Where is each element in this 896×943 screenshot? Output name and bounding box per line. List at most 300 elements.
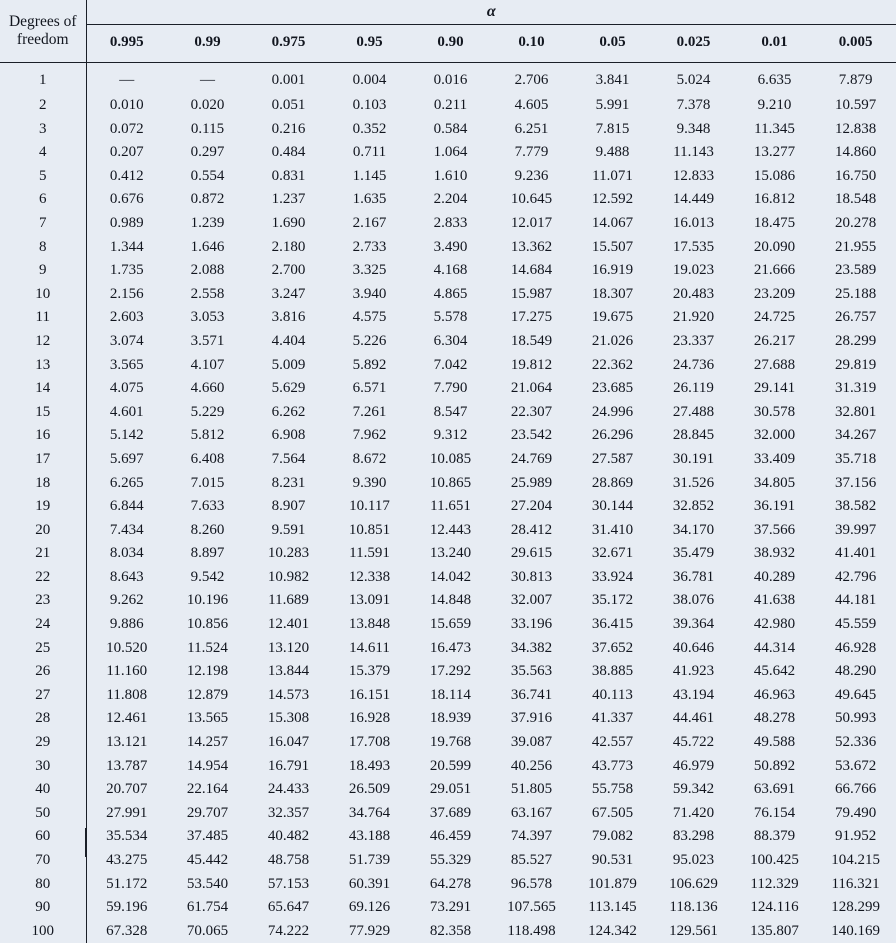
table-cell: 22.307 <box>491 401 572 425</box>
alpha-symbol-cell <box>86 0 896 25</box>
table-cell: 118.498 <box>491 920 572 943</box>
column-header-010: 0.10 <box>491 25 572 63</box>
table-row <box>0 637 896 661</box>
table-cell: 6.251 <box>491 118 572 142</box>
row-header-df: 100 <box>0 920 86 943</box>
table-cell: 9.542 <box>167 566 248 590</box>
table-cell: 4.107 <box>167 354 248 378</box>
table-cell: 7.261 <box>329 401 410 425</box>
row-header-df: 28 <box>0 707 86 731</box>
df-header-line1: Degrees of <box>9 13 77 30</box>
table-cell: 55.758 <box>572 778 653 802</box>
table-cell: 11.591 <box>329 542 410 566</box>
table-cell: 82.358 <box>410 920 491 943</box>
table-cell: 11.071 <box>572 165 653 189</box>
probability-header-row <box>0 25 896 63</box>
table-cell: 20.599 <box>410 755 491 779</box>
table-cell: 32.852 <box>653 495 734 519</box>
table-cell: 36.415 <box>572 613 653 637</box>
table-cell: 41.337 <box>572 707 653 731</box>
table-row <box>0 94 896 118</box>
table-cell: 53.540 <box>167 873 248 897</box>
table-cell: 13.362 <box>491 236 572 260</box>
table-cell: 9.312 <box>410 424 491 448</box>
table-cell: 21.026 <box>572 330 653 354</box>
table-cell: 140.169 <box>815 920 896 943</box>
table-cell: 20.707 <box>86 778 167 802</box>
table-cell: 7.378 <box>653 94 734 118</box>
table-cell: 23.589 <box>815 259 896 283</box>
table-cell: 32.000 <box>734 424 815 448</box>
table-cell: 7.042 <box>410 354 491 378</box>
table-cell: 44.314 <box>734 637 815 661</box>
table-cell: 6.635 <box>734 63 815 95</box>
table-cell: 7.434 <box>86 519 167 543</box>
table-cell: 48.758 <box>248 849 329 873</box>
table-cell: 12.592 <box>572 188 653 212</box>
table-cell: 46.928 <box>815 637 896 661</box>
table-cell: 41.923 <box>653 660 734 684</box>
table-cell: 27.587 <box>572 448 653 472</box>
table-cell: 38.885 <box>572 660 653 684</box>
table-cell: 17.535 <box>653 236 734 260</box>
table-cell: 23.337 <box>653 330 734 354</box>
table-cell: 43.275 <box>86 849 167 873</box>
table-cell: 42.557 <box>572 731 653 755</box>
row-header-df: 27 <box>0 684 86 708</box>
table-cell: 28.412 <box>491 519 572 543</box>
column-header-099: 0.99 <box>167 25 248 63</box>
table-cell: 3.571 <box>167 330 248 354</box>
table-row <box>0 707 896 731</box>
table-cell: 7.564 <box>248 448 329 472</box>
table-cell: 10.645 <box>491 188 572 212</box>
table-cell: 4.168 <box>410 259 491 283</box>
table-cell: 45.442 <box>167 849 248 873</box>
table-cell: 10.085 <box>410 448 491 472</box>
table-cell: 51.172 <box>86 873 167 897</box>
table-cell: 0.554 <box>167 165 248 189</box>
table-cell: 0.831 <box>248 165 329 189</box>
table-cell: 50.993 <box>815 707 896 731</box>
table-cell: 9.390 <box>329 472 410 496</box>
table-cell: 1.646 <box>167 236 248 260</box>
table-cell: 96.578 <box>491 873 572 897</box>
table-cell: 128.299 <box>815 896 896 920</box>
table-cell: 1.610 <box>410 165 491 189</box>
table-cell: 1.064 <box>410 141 491 165</box>
row-header-df: 22 <box>0 566 86 590</box>
table-cell: 32.801 <box>815 401 896 425</box>
table-cell: 11.808 <box>86 684 167 708</box>
table-cell: 38.076 <box>653 589 734 613</box>
table-cell: 0.297 <box>167 141 248 165</box>
table-cell: 53.672 <box>815 755 896 779</box>
table-cell: 12.879 <box>167 684 248 708</box>
table-cell: 5.629 <box>248 377 329 401</box>
table-cell: 52.336 <box>815 731 896 755</box>
table-cell: 0.103 <box>329 94 410 118</box>
row-header-df: 9 <box>0 259 86 283</box>
table-cell: 118.136 <box>653 896 734 920</box>
row-header-df: 19 <box>0 495 86 519</box>
table-cell: 6.844 <box>86 495 167 519</box>
table-cell: 20.090 <box>734 236 815 260</box>
table-cell: 7.015 <box>167 472 248 496</box>
table-cell: 13.121 <box>86 731 167 755</box>
table-cell: 33.196 <box>491 613 572 637</box>
table-row <box>0 283 896 307</box>
table-row <box>0 63 896 95</box>
table-cell: 36.741 <box>491 684 572 708</box>
table-cell: 40.256 <box>491 755 572 779</box>
table-cell: 36.191 <box>734 495 815 519</box>
table-cell: 23.209 <box>734 283 815 307</box>
table-cell: 15.308 <box>248 707 329 731</box>
table-cell: 16.928 <box>329 707 410 731</box>
table-cell: 9.348 <box>653 118 734 142</box>
table-row <box>0 306 896 330</box>
table-row <box>0 330 896 354</box>
table-cell: 34.805 <box>734 472 815 496</box>
table-cell: 40.482 <box>248 825 329 849</box>
table-cell: 32.671 <box>572 542 653 566</box>
table-row <box>0 495 896 519</box>
column-header-090: 0.90 <box>410 25 491 63</box>
table-cell: 20.483 <box>653 283 734 307</box>
table-cell: 49.588 <box>734 731 815 755</box>
table-cell: 12.833 <box>653 165 734 189</box>
row-header-df: 15 <box>0 401 86 425</box>
table-cell: 0.872 <box>167 188 248 212</box>
table-cell: 24.996 <box>572 401 653 425</box>
table-cell: 5.892 <box>329 354 410 378</box>
table-row <box>0 472 896 496</box>
table-cell: 49.645 <box>815 684 896 708</box>
table-cell: 0.352 <box>329 118 410 142</box>
table-cell: 100.425 <box>734 849 815 873</box>
table-cell: 60.391 <box>329 873 410 897</box>
table-cell: 8.260 <box>167 519 248 543</box>
table-cell: 113.145 <box>572 896 653 920</box>
table-cell: 11.345 <box>734 118 815 142</box>
table-cell: 40.289 <box>734 566 815 590</box>
table-cell: 59.342 <box>653 778 734 802</box>
table-cell: 30.578 <box>734 401 815 425</box>
table-cell: 2.603 <box>86 306 167 330</box>
table-cell: 104.215 <box>815 849 896 873</box>
table-cell: 64.278 <box>410 873 491 897</box>
table-cell: 35.479 <box>653 542 734 566</box>
table-cell: 65.647 <box>248 896 329 920</box>
table-cell: 37.566 <box>734 519 815 543</box>
table-cell: 51.739 <box>329 849 410 873</box>
table-cell: 9.886 <box>86 613 167 637</box>
table-cell: 1.344 <box>86 236 167 260</box>
table-cell: 14.449 <box>653 188 734 212</box>
table-cell: 23.542 <box>491 424 572 448</box>
table-cell: 2.833 <box>410 212 491 236</box>
table-cell: 35.718 <box>815 448 896 472</box>
table-cell: 27.991 <box>86 802 167 826</box>
table-row <box>0 920 896 943</box>
row-header-df: 21 <box>0 542 86 566</box>
table-cell: 0.216 <box>248 118 329 142</box>
table-cell: 37.156 <box>815 472 896 496</box>
table-cell: 9.591 <box>248 519 329 543</box>
table-cell: 46.963 <box>734 684 815 708</box>
table-cell: 71.420 <box>653 802 734 826</box>
table-cell: 39.087 <box>491 731 572 755</box>
table-row <box>0 825 896 849</box>
table-cell: 34.267 <box>815 424 896 448</box>
table-cell: 15.507 <box>572 236 653 260</box>
table-cell: 0.016 <box>410 63 491 95</box>
table-cell: 18.114 <box>410 684 491 708</box>
table-cell: 11.160 <box>86 660 167 684</box>
table-cell: 0.584 <box>410 118 491 142</box>
row-header-df: 80 <box>0 873 86 897</box>
table-cell: 48.278 <box>734 707 815 731</box>
table-cell: 28.299 <box>815 330 896 354</box>
table-cell: 18.493 <box>329 755 410 779</box>
table-cell: 24.433 <box>248 778 329 802</box>
table-cell: 41.401 <box>815 542 896 566</box>
table-cell: 43.773 <box>572 755 653 779</box>
table-row <box>0 377 896 401</box>
table-row <box>0 778 896 802</box>
row-header-df: 13 <box>0 354 86 378</box>
table-cell: 13.565 <box>167 707 248 731</box>
table-cell: 37.652 <box>572 637 653 661</box>
table-row <box>0 802 896 826</box>
row-header-df: 6 <box>0 188 86 212</box>
table-cell: 12.838 <box>815 118 896 142</box>
table-cell: 28.845 <box>653 424 734 448</box>
table-body <box>0 63 896 943</box>
row-header-df: 7 <box>0 212 86 236</box>
table-cell: 17.292 <box>410 660 491 684</box>
table-cell: 0.207 <box>86 141 167 165</box>
table-cell: 12.401 <box>248 613 329 637</box>
table-cell: 26.217 <box>734 330 815 354</box>
row-header-df: 30 <box>0 755 86 779</box>
table-cell: 1.735 <box>86 259 167 283</box>
table-cell: 16.791 <box>248 755 329 779</box>
table-cell: 38.582 <box>815 495 896 519</box>
table-cell: 22.362 <box>572 354 653 378</box>
table-cell: 36.781 <box>653 566 734 590</box>
table-cell: 4.660 <box>167 377 248 401</box>
table-cell: 34.382 <box>491 637 572 661</box>
row-header-df: 2 <box>0 94 86 118</box>
table-cell: 12.017 <box>491 212 572 236</box>
table-cell: 26.119 <box>653 377 734 401</box>
table-row <box>0 589 896 613</box>
table-cell: 11.524 <box>167 637 248 661</box>
table-cell: — <box>86 63 167 95</box>
table-cell: 11.651 <box>410 495 491 519</box>
table-cell: 1.145 <box>329 165 410 189</box>
table-cell: 27.688 <box>734 354 815 378</box>
table-cell: 45.642 <box>734 660 815 684</box>
table-cell: 106.629 <box>653 873 734 897</box>
table-cell: 3.565 <box>86 354 167 378</box>
column-header-001: 0.01 <box>734 25 815 63</box>
table-cell: 67.505 <box>572 802 653 826</box>
table-cell: 8.231 <box>248 472 329 496</box>
table-cell: 1.239 <box>167 212 248 236</box>
table-cell: 29.051 <box>410 778 491 802</box>
row-header-df: 17 <box>0 448 86 472</box>
table-cell: 29.141 <box>734 377 815 401</box>
table-cell: 57.153 <box>248 873 329 897</box>
table-cell: 24.725 <box>734 306 815 330</box>
table-cell: 10.856 <box>167 613 248 637</box>
table-row <box>0 354 896 378</box>
table-cell: 45.722 <box>653 731 734 755</box>
table-cell: 15.379 <box>329 660 410 684</box>
table-row <box>0 259 896 283</box>
table-cell: 61.754 <box>167 896 248 920</box>
table-cell: — <box>167 63 248 95</box>
table-cell: 95.023 <box>653 849 734 873</box>
table-cell: 10.196 <box>167 589 248 613</box>
table-cell: 9.262 <box>86 589 167 613</box>
table-cell: 37.916 <box>491 707 572 731</box>
column-header-005: 0.05 <box>572 25 653 63</box>
table-cell: 18.939 <box>410 707 491 731</box>
row-header-df: 8 <box>0 236 86 260</box>
table-row <box>0 424 896 448</box>
table-cell: 46.459 <box>410 825 491 849</box>
alpha-symbol: α <box>87 0 896 24</box>
table-cell: 14.954 <box>167 755 248 779</box>
table-cell: 3.940 <box>329 283 410 307</box>
table-cell: 7.633 <box>167 495 248 519</box>
table-cell: 27.488 <box>653 401 734 425</box>
table-cell: 19.675 <box>572 306 653 330</box>
table-cell: 59.196 <box>86 896 167 920</box>
table-cell: 13.240 <box>410 542 491 566</box>
table-cell: 1.635 <box>329 188 410 212</box>
table-cell: 31.526 <box>653 472 734 496</box>
table-cell: 13.277 <box>734 141 815 165</box>
column-header-0995: 0.995 <box>86 25 167 63</box>
table-cell: 29.615 <box>491 542 572 566</box>
table-cell: 30.144 <box>572 495 653 519</box>
table-cell: 7.815 <box>572 118 653 142</box>
table-cell: 32.007 <box>491 589 572 613</box>
table-cell: 16.151 <box>329 684 410 708</box>
table-cell: 0.115 <box>167 118 248 142</box>
table-cell: 3.247 <box>248 283 329 307</box>
table-row <box>0 236 896 260</box>
table-row <box>0 873 896 897</box>
table-cell: 5.226 <box>329 330 410 354</box>
table-row <box>0 566 896 590</box>
row-header-df: 10 <box>0 283 86 307</box>
table-cell: 0.001 <box>248 63 329 95</box>
table-cell: 101.879 <box>572 873 653 897</box>
table-cell: 2.088 <box>167 259 248 283</box>
table-cell: 19.768 <box>410 731 491 755</box>
table-cell: 50.892 <box>734 755 815 779</box>
table-cell: 48.290 <box>815 660 896 684</box>
table-row <box>0 896 896 920</box>
table-cell: 4.575 <box>329 306 410 330</box>
table-cell: 34.170 <box>653 519 734 543</box>
table-cell: 7.790 <box>410 377 491 401</box>
row-header-df: 20 <box>0 519 86 543</box>
table-cell: 14.573 <box>248 684 329 708</box>
table-cell: 124.116 <box>734 896 815 920</box>
table-cell: 76.154 <box>734 802 815 826</box>
table-cell: 20.278 <box>815 212 896 236</box>
table-cell: 18.307 <box>572 283 653 307</box>
table-cell: 24.736 <box>653 354 734 378</box>
table-cell: 33.924 <box>572 566 653 590</box>
table-cell: 124.342 <box>572 920 653 943</box>
table-cell: 6.408 <box>167 448 248 472</box>
row-header-df: 23 <box>0 589 86 613</box>
table-cell: 18.549 <box>491 330 572 354</box>
column-header-0005: 0.005 <box>815 25 896 63</box>
table-row <box>0 188 896 212</box>
table-cell: 10.520 <box>86 637 167 661</box>
table-cell: 5.991 <box>572 94 653 118</box>
table-cell: 12.443 <box>410 519 491 543</box>
row-header-df: 70 <box>0 849 86 873</box>
table-cell: 1.237 <box>248 188 329 212</box>
table-cell: 21.064 <box>491 377 572 401</box>
table-cell: 35.563 <box>491 660 572 684</box>
table-row <box>0 448 896 472</box>
table-cell: 38.932 <box>734 542 815 566</box>
row-header-df: 14 <box>0 377 86 401</box>
row-header-df: 5 <box>0 165 86 189</box>
table-cell: 4.601 <box>86 401 167 425</box>
table-cell: 0.072 <box>86 118 167 142</box>
table-cell: 55.329 <box>410 849 491 873</box>
table-cell: 25.989 <box>491 472 572 496</box>
table-cell: 9.236 <box>491 165 572 189</box>
table-cell: 112.329 <box>734 873 815 897</box>
table-cell: 3.841 <box>572 63 653 95</box>
row-header-df: 1 <box>0 63 86 95</box>
table-cell: 19.812 <box>491 354 572 378</box>
table-cell: 44.181 <box>815 589 896 613</box>
table-cell: 24.769 <box>491 448 572 472</box>
table-cell: 14.611 <box>329 637 410 661</box>
table-cell: 9.488 <box>572 141 653 165</box>
table-cell: 10.283 <box>248 542 329 566</box>
table-cell: 42.796 <box>815 566 896 590</box>
table-cell: 14.067 <box>572 212 653 236</box>
table-cell: 91.952 <box>815 825 896 849</box>
table-cell: 10.117 <box>329 495 410 519</box>
column-header-095: 0.95 <box>329 25 410 63</box>
table-cell: 14.848 <box>410 589 491 613</box>
row-header-df: 60 <box>0 825 86 849</box>
table-cell: 40.646 <box>653 637 734 661</box>
table-cell: 0.412 <box>86 165 167 189</box>
table-cell: 29.707 <box>167 802 248 826</box>
table-cell: 28.869 <box>572 472 653 496</box>
table-cell: 17.708 <box>329 731 410 755</box>
table-cell: 34.764 <box>329 802 410 826</box>
table-cell: 2.706 <box>491 63 572 95</box>
